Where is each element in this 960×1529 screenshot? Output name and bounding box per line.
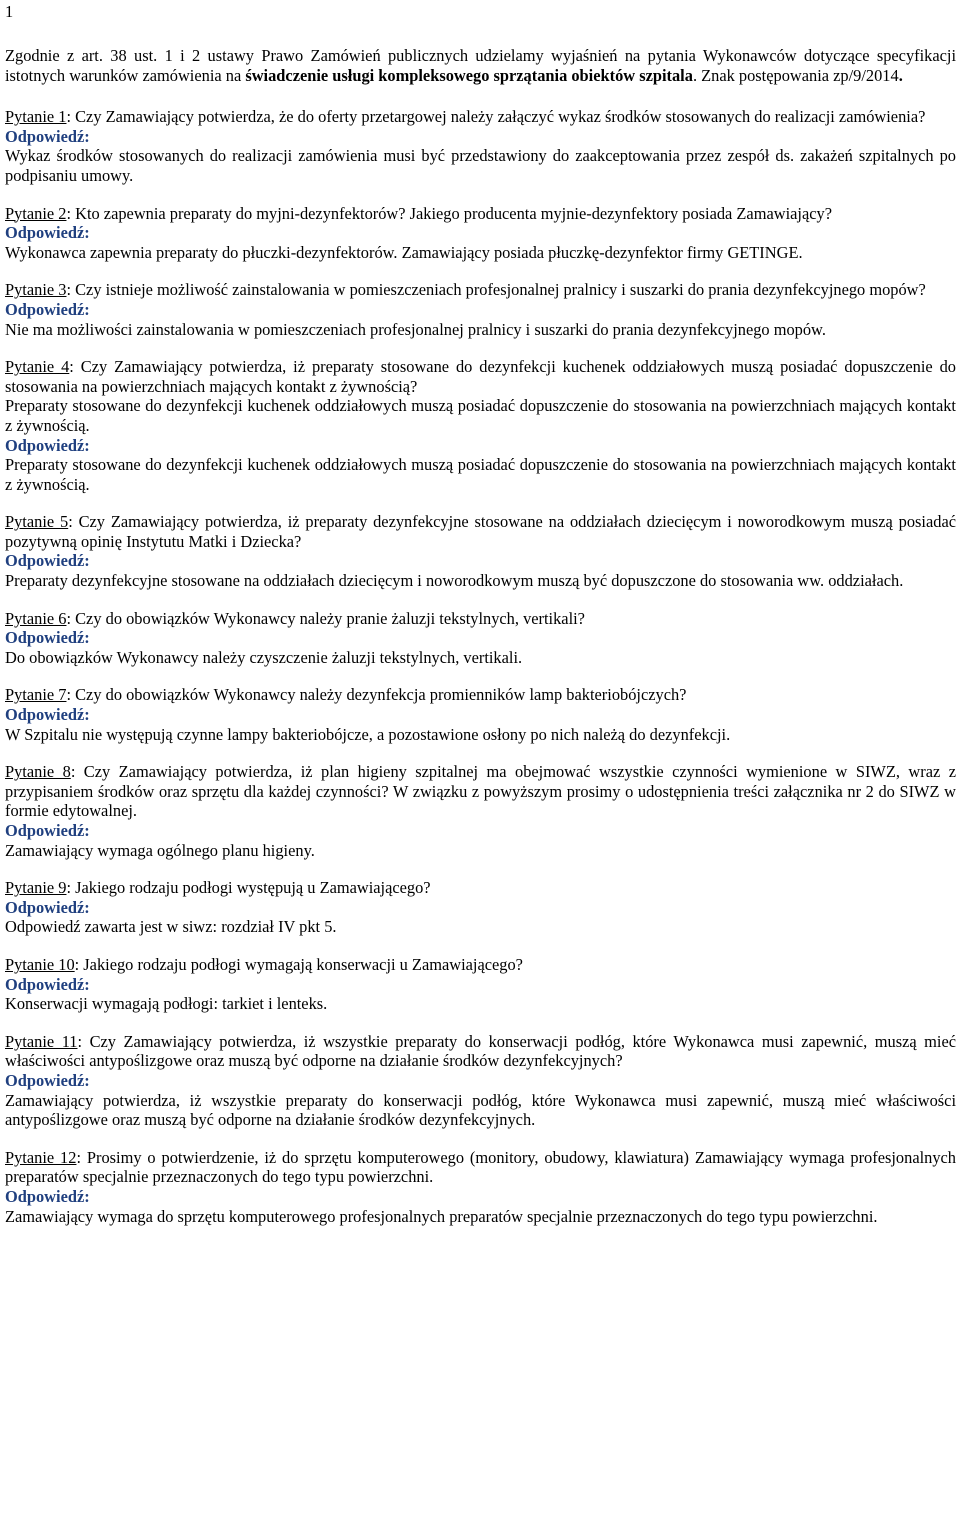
qa-item-12	[5, 1148, 956, 1226]
answer-9: Odpowiedź zawarta jest w siwz: rozdział IV pkt 5.	[5, 917, 337, 937]
question-label: Pytanie 6	[5, 608, 67, 628]
answer-3: Nie ma możliwości zainstalowania w pomieszczeniach profesjonalnej pralnicy i suszarki do prania dezynfekcyjnego mopów.	[5, 319, 826, 339]
question-text: : Jakiego rodzaju podłogi wymagają konserwacji u Zamawiającego?	[74, 954, 523, 974]
question-1	[5, 107, 956, 127]
qa-item-9	[5, 878, 956, 937]
question-8	[5, 762, 956, 821]
question-text: : Czy do obowiązków Wykonawcy należy pranie żaluzji tekstylnych, vertikali?	[66, 608, 585, 628]
question-text: : Czy Zamawiający potwierdza, iż wszystkie preparaty do konserwacji podłóg, które Wykonawca musi zapewnić, muszą mieć właściwości antypoślizgowe oraz muszą być odporne na działanie środków dezynfekcyjnych?	[5, 1031, 957, 1071]
question-2	[5, 204, 956, 224]
answer-12: Zamawiający wymaga do sprzętu komputerowego profesjonalnych preparatów specjalnie przeznaczonych do tego typu powierzchni.	[5, 1206, 878, 1226]
intro-subject: świadczenie usługi kompleksowego sprzątania obiektów szpitala	[245, 65, 693, 85]
answer-8: Zamawiający wymaga ogólnego planu higieny.	[5, 840, 315, 860]
answer-2: Wykonawca zapewnia preparaty do płuczki-dezynfektorów. Zamawiający posiada płuczkę-dezynfektor firmy GETINGE.	[5, 242, 803, 262]
question-label: Pytanie 9	[5, 878, 67, 898]
qa-item-4	[5, 357, 956, 494]
answer-label: Odpowiedź:	[5, 551, 90, 571]
question-12	[5, 1148, 956, 1187]
question-label: Pytanie 2	[5, 203, 67, 223]
answer-label: Odpowiedź:	[5, 821, 90, 840]
question-4-extra: Preparaty stosowane do dezynfekcji kuchenek oddziałowych muszą posiadać dopuszczenie do stosowania na powierzchniach mających kontakt z żywnością.	[5, 396, 956, 435]
question-text: : Czy istnieje możliwość zainstalowania w pomieszczeniach profesjonalnej pralnicy i suszarki do prania dezynfekcyjnego mopów?	[66, 280, 926, 300]
question-11	[5, 1032, 956, 1071]
answer-7: W Szpitalu nie występują czynne lampy bakteriobójcze, a pozostawione osłony po nich należą do dezynfekcji.	[5, 724, 731, 744]
qa-item-10	[5, 955, 956, 1014]
qa-item-5	[5, 512, 956, 590]
answer-10: Konserwacji wymagają podłogi: tarkiet i lenteks.	[5, 994, 328, 1014]
question-6	[5, 609, 956, 629]
qa-item-3	[5, 280, 956, 339]
intro-end: .	[898, 65, 903, 85]
document-body	[5, 46, 956, 1244]
question-label: Pytanie 12	[5, 1147, 77, 1167]
page-number: 1	[5, 2, 14, 21]
answer-label: Odpowiedź:	[5, 705, 90, 725]
answer-5: Preparaty dezynfekcyjne stosowane na oddziałach dziecięcym i noworodkowym muszą być dopuszczone do stosowania ww. oddziałach.	[5, 571, 904, 591]
qa-item-11	[5, 1032, 956, 1130]
question-label: Pytanie 7	[5, 685, 67, 705]
question-3	[5, 280, 956, 300]
qa-item-8	[5, 762, 956, 860]
question-text: : Czy Zamawiający potwierdza, że do oferty przetargowej należy załączyć wykaz środków stosowanych do realizacji zamówienia?	[66, 107, 926, 127]
answer-label: Odpowiedź:	[5, 974, 90, 994]
question-text: : Jakiego rodzaju podłogi występują u Zamawiającego?	[66, 878, 431, 898]
question-label: Pytanie 4	[5, 357, 70, 377]
question-text: : Prosimy o potwierdzenie, iż do sprzętu komputerowego (monitory, obudowy, klawiatura) Zamawiający wymaga profesjonalnych preparatów specjalnie przeznaczonych do tego typu powierzchni.	[5, 1147, 957, 1187]
question-label: Pytanie 5	[5, 512, 69, 532]
question-label: Pytanie 10	[5, 954, 75, 974]
answer-label: Odpowiedź:	[5, 223, 90, 243]
question-4	[5, 357, 956, 396]
answer-label: Odpowiedź:	[5, 435, 90, 455]
question-label: Pytanie 8	[5, 762, 71, 782]
question-7	[5, 685, 956, 705]
answer-label: Odpowiedź:	[5, 1070, 90, 1090]
question-text: : Czy Zamawiający potwierdza, iż preparaty stosowane do dezynfekcji kuchenek oddziałowych muszą posiadać dopuszczenie do stosowania na powierzchniach mających kontakt z żywnością?	[5, 357, 956, 396]
answer-11: Zamawiający potwierdza, iż wszystkie preparaty do konserwacji podłóg, które Wykonawca musi zapewnić, muszą mieć właściwości antypoślizgowe oraz muszą być odporne na działanie środków dezynfekcyjnych.	[5, 1090, 956, 1130]
qa-item-1	[5, 107, 956, 185]
answer-label: Odpowiedź:	[5, 897, 90, 917]
answer-label: Odpowiedź:	[5, 1186, 90, 1206]
question-label: Pytanie 1	[5, 107, 67, 127]
qa-item-7	[5, 685, 956, 744]
qa-item-2	[5, 204, 956, 263]
intro-paragraph	[5, 46, 956, 85]
question-label: Pytanie 11	[5, 1031, 78, 1051]
question-text: : Czy Zamawiający potwierdza, iż plan higieny szpitalnej ma obejmować wszystkie czynności wymienione w SIWZ, wraz z przypisaniem środków oraz sprzętu dla każdej czynności? W związku z powyższym prosimy o udostępnienia treści załącznika nr 2 do SIWZ w formie edytowalnej.	[5, 762, 956, 821]
question-10	[5, 955, 956, 975]
question-label: Pytanie 3	[5, 280, 67, 300]
qa-item-6	[5, 609, 956, 668]
question-5	[5, 512, 956, 551]
answer-4: Preparaty stosowane do dezynfekcji kuchenek oddziałowych muszą posiadać dopuszczenie do stosowania na powierzchniach mających kontakt z żywnością.	[5, 455, 956, 494]
answer-label: Odpowiedź:	[5, 126, 90, 146]
question-text: : Czy Zamawiający potwierdza, iż preparaty dezynfekcyjne stosowane na oddziałach dziecięcym i noworodkowym muszą posiadać pozytywną opinię Instytutu Matki i Dziecka?	[5, 512, 956, 551]
question-text: : Kto zapewnia preparaty do myjni-dezynfektorów? Jakiego producenta myjnie-dezynfektory posiada Zamawiający?	[66, 203, 832, 223]
answer-6: Do obowiązków Wykonawcy należy czyszczenie żaluzji tekstylnych, vertikali.	[5, 647, 523, 667]
question-text: : Czy do obowiązków Wykonawcy należy dezynfekcja promienników lamp bakteriobójczych?	[66, 685, 687, 705]
answer-label: Odpowiedź:	[5, 628, 90, 648]
answer-1: Wykaz środków stosowanych do realizacji zamówienia musi być przedstawiony do zaakceptowania przez zespół ds. zakażeń szpitalnych po podpisaniu umowy.	[5, 146, 956, 185]
question-9	[5, 878, 956, 898]
intro-reference: . Znak postępowania zp/9/2014	[692, 65, 899, 85]
answer-label: Odpowiedź:	[5, 299, 90, 319]
intro-text: Zgodnie z art. 38 ust. 1 i 2 ustawy Prawo Zamówień publicznych udzielamy wyjaśnień na pytania Wykonawców dotyczące specyfikacji istotnych warunków zamówienia na	[5, 46, 956, 85]
